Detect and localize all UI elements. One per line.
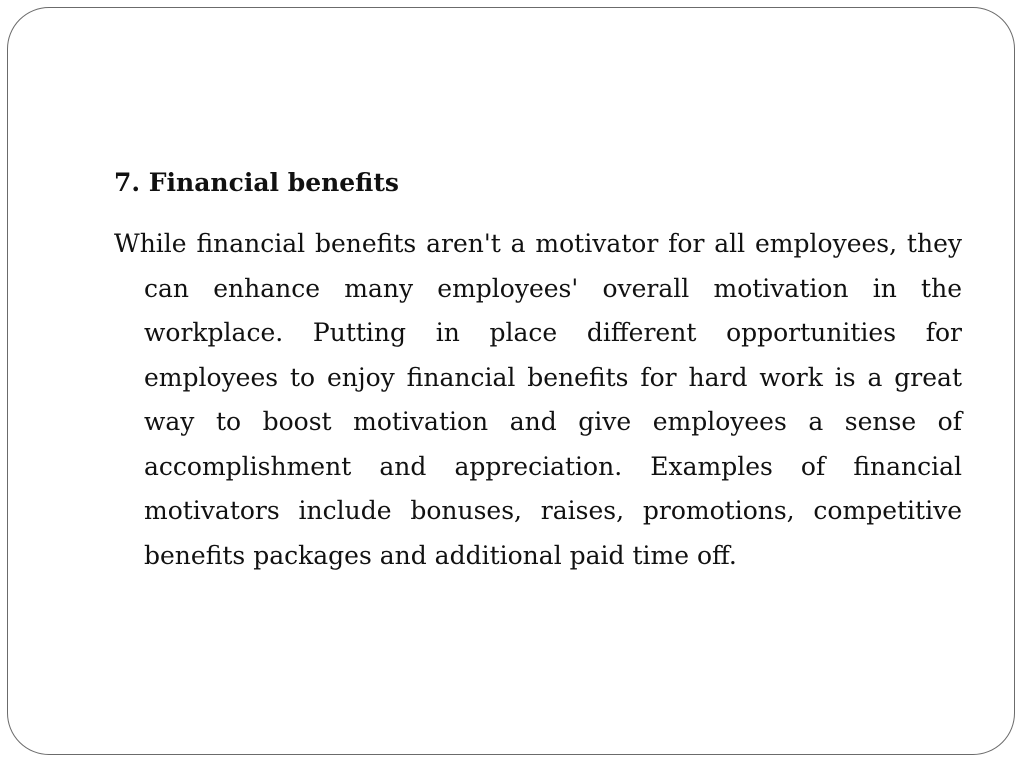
slide-heading: 7. Financial benefits: [114, 168, 399, 197]
slide-body-text: While financial benefits aren't a motivator for all employees, they can enhance many employees' overall motivation in the workplace. Putting in place different opportunities for employees to enjoy financial benefits for hard work is a great way to boost motivation and give employees a sense of accomplishment and appreciation. Examples of financial motivators include bonuses, raises, promotions, competitive benefits packages and additional paid time off.: [114, 229, 962, 570]
